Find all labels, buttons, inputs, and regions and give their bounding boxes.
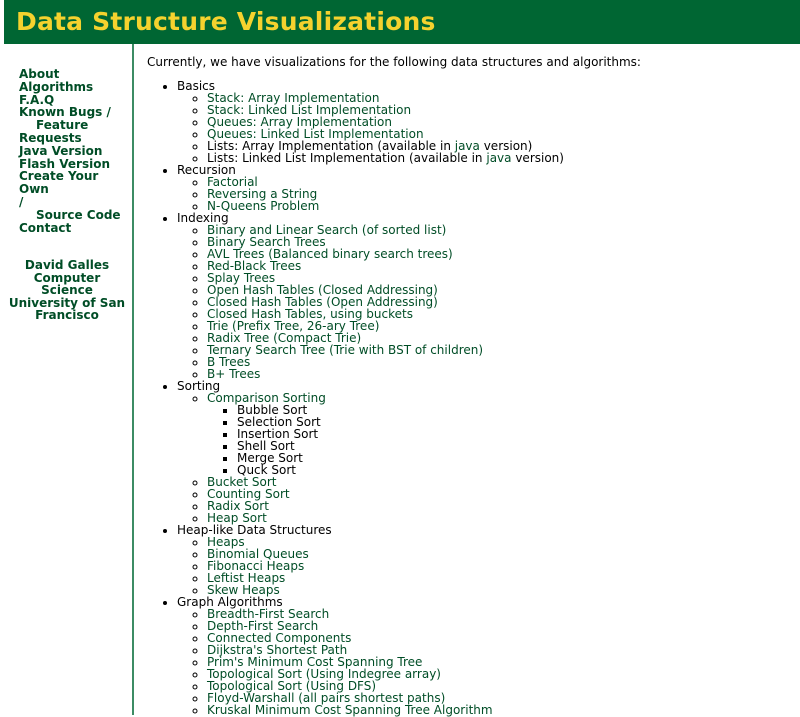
list-item: ▪ Bubble Sort [237,404,797,416]
closed-hash-link[interactable]: Closed Hash Tables (Open Addressing) [207,295,438,309]
comparison-sort-link[interactable]: Comparison Sorting [207,391,326,405]
page-header [4,0,800,44]
list-item [207,488,797,500]
list-item: ▪ Insertion Sort [237,428,797,440]
closed-hash-buckets-link[interactable]: Closed Hash Tables, using buckets [207,307,413,321]
lists-linked-text: Lists: Linked List Implementation (available in [207,151,487,165]
lists-linked-java-link[interactable]: java [486,151,512,165]
category-sorting [177,380,797,524]
redblack-link[interactable]: Red-Black Trees [207,259,302,273]
list-item [207,368,797,380]
author-university-line2: Francisco [35,308,99,323]
version-suffix: version) [511,151,564,165]
bplus-link[interactable]: B+ Trees [207,367,261,381]
nav-about-link[interactable]: About [19,67,60,81]
nav-faq-link[interactable]: F.A.Q [19,92,55,107]
page-title: Data Structure Visualizations [16,7,436,36]
nav-known-bugs-line2: Feature [36,118,89,133]
nav-java-version-link[interactable]: Java Version [19,143,103,158]
nav-contact-link[interactable]: Contact [19,220,72,235]
avl-link[interactable]: AVL Trees (Balanced binary search trees) [207,247,453,261]
category-indexing [177,212,797,380]
author-name: David Galles [24,258,110,272]
list-item [207,260,797,272]
list-item [207,200,797,212]
nav-create-line3: Source Code [36,207,121,222]
nav-algorithms-link[interactable]: Algorithms [19,79,94,94]
prim-link[interactable]: Prim's Minimum Cost Spanning Tree [207,655,423,669]
list-item: ▪ Merge Sort [237,452,797,464]
category-title: Basics [177,79,216,93]
comparison-sort-list [207,404,797,476]
list-item [207,344,797,356]
nav-flash-version-link[interactable]: Flash Version [19,156,111,171]
list-item [207,704,797,716]
list-item [207,572,797,584]
nav-known-bugs-link[interactable] [19,106,124,144]
category-title: Graph Algorithms [177,595,283,609]
connected-link[interactable]: Connected Components [207,631,352,645]
category-list [147,80,797,716]
sorting-list [177,392,797,524]
leftist-link[interactable]: Leftist Heaps [207,571,286,585]
ternary-link[interactable]: Ternary Search Tree (Trie with BST of children) [207,343,484,357]
bucket-sort-link[interactable]: Bucket Sort [207,475,277,489]
category-title: Heap-like Data Structures [177,523,332,537]
binomial-link[interactable]: Binomial Queues [207,547,309,561]
list-item [207,476,797,488]
list-item: ▪ Shell Sort [237,440,797,452]
recursion-list [177,176,797,212]
nqueens-link[interactable]: N-Queens Problem [207,199,320,213]
heaps-link[interactable]: Heaps [207,535,245,549]
nav-known-bugs-line1: Known Bugs / [19,105,111,120]
btree-link[interactable]: B Trees [207,355,251,369]
sidebar-nav [19,68,124,234]
indexing-list [177,224,797,380]
category-basics [177,80,797,164]
queue-linked-link[interactable]: Queues: Linked List Implementation [207,127,424,141]
queue-array-link[interactable]: Queues: Array Implementation [207,115,392,129]
basics-list [177,92,797,164]
author-university-line1: University of San [8,295,126,310]
graph-list [177,608,797,716]
lists-array-text: Lists: Array Implementation (available in [207,139,455,153]
open-hash-link[interactable]: Open Hash Tables (Closed Addressing) [207,283,438,297]
floyd-link[interactable]: Floyd-Warshall (all pairs shortest paths) [207,691,446,705]
list-item [207,152,797,164]
category-title: Indexing [177,211,229,225]
search-link[interactable]: Binary and Linear Search (of sorted list) [207,223,447,237]
counting-sort-link[interactable]: Counting Sort [207,487,290,501]
list-item [207,560,797,572]
lists-array-java-link[interactable]: java [454,139,480,153]
list-item: ▪ Quck Sort [237,464,797,476]
splay-link[interactable]: Splay Trees [207,271,276,285]
dijkstra-link[interactable]: Dijkstra's Shortest Path [207,643,348,657]
nav-create-line2: / [19,194,24,209]
stack-array-link[interactable]: Stack: Array Implementation [207,91,380,105]
heaplike-list [177,536,797,596]
reverse-string-link[interactable]: Reversing a String [207,187,318,201]
category-graph [177,596,797,716]
dfs-link[interactable]: Depth-First Search [207,619,319,633]
sidebar [0,44,134,715]
author-credits [8,259,126,322]
intro-text: Currently, we have visualizations for the following data structures and algorithms: [147,55,641,69]
bfs-link[interactable]: Breadth-First Search [207,607,330,621]
trie-link[interactable]: Trie (Prefix Tree, 26-ary Tree) [207,319,380,333]
list-item [207,356,797,368]
kruskal-link[interactable]: Kruskal Minimum Cost Spanning Tree Algorithm [207,703,493,717]
list-item [207,500,797,512]
list-item [207,392,797,476]
author-department: Computer Science [33,270,101,298]
radix-sort-link[interactable]: Radix Sort [207,499,269,513]
category-recursion [177,164,797,212]
radix-tree-link[interactable]: Radix Tree (Compact Trie) [207,331,362,345]
nav-create-line1: Create Your Own [19,169,99,197]
skew-link[interactable]: Skew Heaps [207,583,280,597]
nav-known-bugs-line3: Requests [19,130,82,145]
factorial-link[interactable]: Factorial [207,175,258,189]
fibonacci-link[interactable]: Fibonacci Heaps [207,559,305,573]
category-title: Recursion [177,163,236,177]
list-item [207,584,797,596]
nav-create-source-link[interactable] [19,170,124,221]
main-content [147,56,797,716]
topo-dfs-link[interactable]: Topological Sort (Using DFS) [207,679,377,693]
heap-sort-link[interactable]: Heap Sort [207,511,267,525]
bst-link[interactable]: Binary Search Trees [207,235,326,249]
category-title: Sorting [177,379,221,393]
list-item: ▪ Selection Sort [237,416,797,428]
version-suffix: version) [479,139,533,153]
category-heaplike [177,524,797,596]
topo-indegree-link[interactable]: Topological Sort (Using Indegree array) [207,667,441,681]
stack-linked-link[interactable]: Stack: Linked List Implementation [207,103,412,117]
